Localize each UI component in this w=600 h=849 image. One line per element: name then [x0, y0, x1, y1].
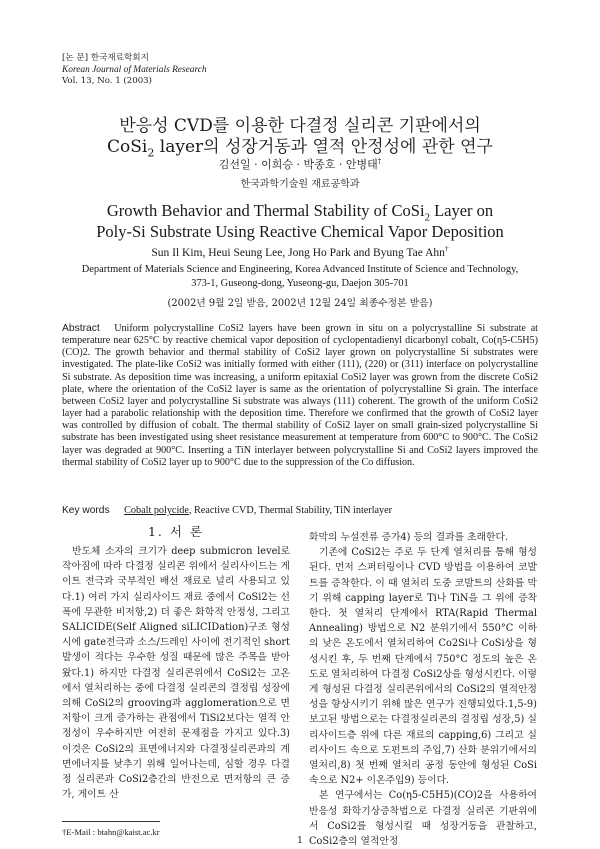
received-dates: (2002년 9월 2일 받음, 2002년 12월 24일 최종수정본 받음): [167, 298, 433, 309]
title-korean-line2: CoSi$_2$ layer의 성장거동과 열적 안정성에 관한 연구: [107, 137, 493, 160]
journal-volume: Vol. 13, No. 1 (2003): [62, 76, 152, 87]
body-right-column: [309, 530, 537, 849]
journal-header: [62, 53, 207, 88]
title-english-line2: Poly-Si Substrate Using Reactive Chemical Vapor Deposition: [96, 222, 504, 241]
section-heading-introduction: 1. 서 론: [147, 524, 205, 539]
authors-english: Sun Il Kim, Heui Seung Lee, Jong Ho Park and Byung Tae Ahn†: [151, 244, 449, 259]
body-paragraph: 화막의 누설전류 증가4) 등의 결과를 초래한다.: [309, 532, 509, 543]
keywords: [62, 505, 392, 516]
affiliation-korean: 한국과학기술원 재료공학과: [240, 179, 360, 190]
footnote-rule: [62, 821, 160, 822]
authors-korean: 김선일 · 이희승 · 박종호 · 안병태†: [218, 156, 382, 171]
abstract: [62, 323, 538, 469]
journal-header-korean: [논 문] 한국재료학회지: [62, 53, 149, 63]
title-english-line1: Growth Behavior and Thermal Stability of CoSi$_2$ Layer on: [106, 201, 494, 224]
abstract-text: Uniform polycrystalline CoSi2 layers have been grown in situ on a polycrystalline Si substrate at temperature near 625°C by reactive chemical vapor deposition of cyclopentadienyl dicarbonyl cobalt, Co(η5-C5H5)(CO)2. The growth behavior and thermal stability of CoSi2 layer grown on polycrystalline Si substrates were investigated. The plate-like CoSi2 was initially formed with either (111), (220) or (311) interface on polycrystalline Si substrate. As deposition time was increasing, a uniform epitaxial CoSi2 layer was grown from the discrete CoSi2 plate, where the orientation of the CoSi2 layer is same as the orientation of polycrystalline Si grain. The interface between CoSi2 layer and polycrystalline Si substrate was always (111) coherent. The growth of the uniform CoSi2 layer had a parabolic relationship with the deposition time. Therefore we confirmed that the growth of CoSi2 layer was controlled by diffusion of cobalt. The thermal stability of CoSi2 layer on small grain-sized polycrystalline Si substrate has been investigated using sheet resistance measurement at temperature from 600°C to 900°C. The CoSi2 layer was degraded at 900°C. Inserting a TiN interlayer between polycrystalline Si and CoSi2 layers improved the thermal stability of CoSi2 layer up to 900°C due to the suppression of the Co diffusion.: [62, 323, 538, 468]
title-korean-line1: 반응성 CVD를 이용한 다결정 실리콘 기판에서의: [119, 116, 481, 136]
body-left-column: [62, 544, 290, 802]
keywords-rest: , Reactive CVD, Thermal Stability, TiN interlayer: [188, 505, 393, 516]
body-paragraph: 기존에 CoSi2는 주로 두 단계 열처리를 통해 형성된다. 먼저 스퍼터링이나 CVD 방법을 이용하여 코발트를 증착한다. 이 때 열처리 도중 코발트의 산화를 막기 위해 capping layer로 Ti나 TiN을 그 위에 증착한다. 첫 열처리 단계에서 RTA(Rapid Thermal Annealing) 방법으로 N2 분위기에서 550°C 이하의 낮은 온도에서 열처리하여 Co2Si나 CoSi상을 형성시킨 후, 두 번째 단계에서 750°C 정도의 높은 온도로 열처리하여 다결정 CoSi2상을 형성시킨다. 이렇게 형성된 다결정 실리콘위에서의 CoSi2의 열적안정성을 향상시키기 위해 많은 연구가 진행되었다.1,5-9) 보고된 방법으로는 다결정실리콘의 결정립 성장,5) 실리사이드층 위에 다른 재료의 capping,6) 그리고 실리사이드 속으로 도펀트의 주입,7) 산화 분위기에서의 열처리,8) 첫 번째 열처리 공정 동안에 형성된 CoSi 속으로 N2+ 이온주입9) 등이다.: [309, 547, 537, 787]
body-paragraph: 반도체 소자의 크기가 deep submicron level로 작아짐에 따라 다결정 실리콘 위에서 실리사이드는 게이트 전극과 국부적인 배선 재료로 널리 사용되고 있다.1) 여러 가지 실리사이드 재료 중에서 CoSi2는 선폭에 무관한 비저항,2) 더 좋은 화학적 안정성, 그리고 SALICIDE(Self Aligned siLICIDation)구조 형성시에 gate전극과 소스/드레인 사이에 전기적인 short 발생이 적다는 우수한 성질 때문에 많은 주목을 받아왔다.1) 하지만 다결정 실리콘위에서 CoSi2는 고온에서 열처리하는 중에 다결정 실리콘의 결정립 성장에 의해 CoSi2의 grooving과 agglomeration으로 면저항이 크게 증가하는 관점에서 TiSi2보다는 열적 안정성이 우수하지만 여전히 문제점을 가지고 있다.3) 이것은 CoSi2의 표면에너지와 다결정실리콘과의 계면에너지를 낮추기 위해 일어나는데, 심할 경우 다결정 실리콘과 CoSi2층간의 반전으로 면저항의 큰 증가, 게이트 산: [62, 546, 290, 801]
body-paragraph: 본 연구에서는 Co(η5-C5H5)(CO)2을 사용하여 반응성 화학기상증착법으로 다결정 실리콘 기판위에서 CoSi2를 형성시킬 때 성장거동을 관찰하고, CoSi2층의 열적안정: [309, 790, 537, 848]
keywords-label: Key words: [62, 505, 110, 516]
page-number: 1: [297, 836, 303, 846]
affiliation-english: Department of Materials Science and Engineering, Korea Advanced Institute of Science and Technology, 373-1, Guseong-dong, Yuseong-gu, Daejon 305-701: [81, 264, 519, 289]
journal-header-english: Korean Journal of Materials Research: [62, 64, 207, 75]
abstract-label: Abstract: [62, 323, 100, 334]
footnote-email: †E-Mail : btahn@kaist.ac.kr: [62, 827, 160, 837]
keyword-first: Cobalt polycide: [124, 505, 189, 516]
